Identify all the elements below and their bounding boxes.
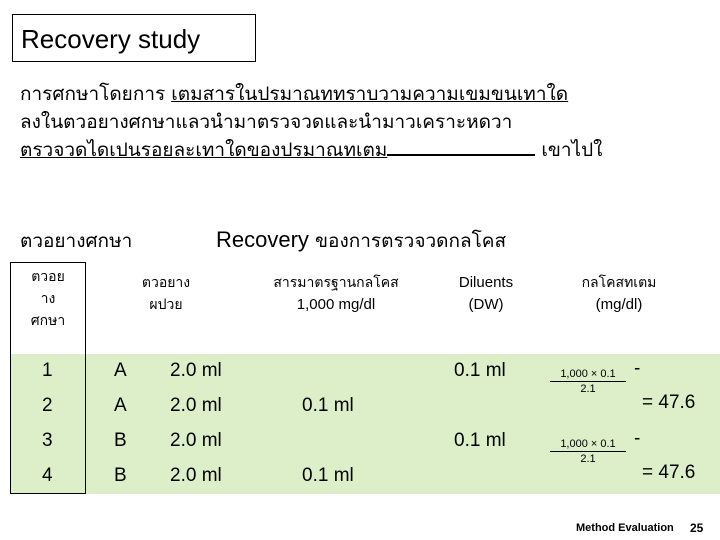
row-standard: 0.1 ml	[302, 395, 354, 416]
fill-in-blank	[387, 138, 535, 156]
header-diluents	[436, 272, 536, 316]
recovery-result: = 47.6	[642, 462, 696, 483]
footer-label: Method Evaluation	[576, 522, 674, 534]
fraction-numerator: 1,000 × 0.1	[550, 368, 626, 382]
intro-line-3	[20, 136, 720, 164]
row-sample-no: 2	[42, 395, 53, 416]
recovery-subheading	[216, 226, 506, 256]
recovery-result: = 47.6	[642, 392, 696, 413]
intro-line-1-underlined: เตมสารในปรมาณททราบวามความเขมขนเทาใด	[171, 83, 569, 105]
intro-line-3-text: เขาไปใ	[535, 139, 603, 161]
row-diluent: 0.1 ml	[454, 430, 506, 451]
row-volume: 2.0 ml	[170, 465, 222, 486]
recovery-fraction	[550, 368, 626, 395]
header-diluents-line1: Diluents	[458, 274, 514, 291]
row-patient: B	[114, 465, 127, 486]
header-glucose-added-line2: (mg/dl)	[595, 296, 643, 313]
fraction-denominator: 2.1	[580, 453, 596, 465]
header-sample-no-line1: ตวอย	[31, 269, 65, 285]
fraction-dash: -	[634, 428, 641, 449]
intro-line-3-underlined: ตรวจวดไดเปนรอยละเทาใดของปรมาณทเตม	[20, 139, 388, 161]
header-patient-sample	[106, 272, 226, 316]
row-sample-no: 4	[42, 465, 53, 486]
row-patient: A	[114, 360, 127, 381]
header-glucose-standard	[246, 272, 426, 316]
row-standard: 0.1 ml	[302, 465, 354, 486]
header-glucose-standard-line1: สารมาตรฐานกลโคส	[273, 275, 399, 291]
row-diluent: 0.1 ml	[454, 360, 506, 381]
sample-subheading: ตวอยางศกษา	[20, 230, 133, 252]
intro-line-1-text: การศกษาโดยการ	[20, 83, 172, 105]
header-patient-sample-line1: ตวอยาง	[141, 275, 191, 291]
fraction-denominator: 2.1	[580, 383, 596, 395]
slide-title: Recovery study	[12, 14, 256, 62]
recovery-subheading-en: Recovery	[216, 227, 316, 252]
row-volume: 2.0 ml	[170, 395, 222, 416]
row-volume: 2.0 ml	[170, 430, 222, 451]
intro-line-1	[20, 80, 720, 108]
header-sample-no-line2: าง	[40, 291, 56, 307]
table-body	[10, 354, 720, 494]
fraction-numerator: 1,000 × 0.1	[550, 438, 626, 452]
table-header	[10, 262, 720, 354]
header-diluents-line2: (DW)	[468, 296, 504, 313]
fraction-dash: -	[634, 358, 641, 379]
header-glucose-added-line1: กลโคสทเตม	[581, 275, 657, 291]
row-patient: A	[114, 395, 127, 416]
page-number: 25	[690, 521, 704, 535]
intro-line-2: ลงในตวอยางศกษาแลวนำมาตรวจวดและนำมาวเคราะหดวา	[20, 111, 513, 133]
header-patient-sample-line2: ผปวย	[149, 297, 183, 313]
header-glucose-standard-line2: 1,000 mg/dl	[296, 296, 376, 313]
recovery-fraction	[550, 438, 626, 465]
header-glucose-added	[544, 272, 694, 316]
intro-paragraph	[20, 80, 720, 164]
row-sample-no: 1	[42, 360, 53, 381]
header-sample-no	[12, 266, 84, 332]
header-sample-no-line3: ศกษา	[30, 313, 66, 329]
row-sample-no: 3	[42, 430, 53, 451]
row-patient: B	[114, 430, 127, 451]
recovery-subheading-th: ของการตรวจวดกลโคส	[315, 230, 507, 252]
row-volume: 2.0 ml	[170, 360, 222, 381]
recovery-table	[10, 262, 720, 494]
